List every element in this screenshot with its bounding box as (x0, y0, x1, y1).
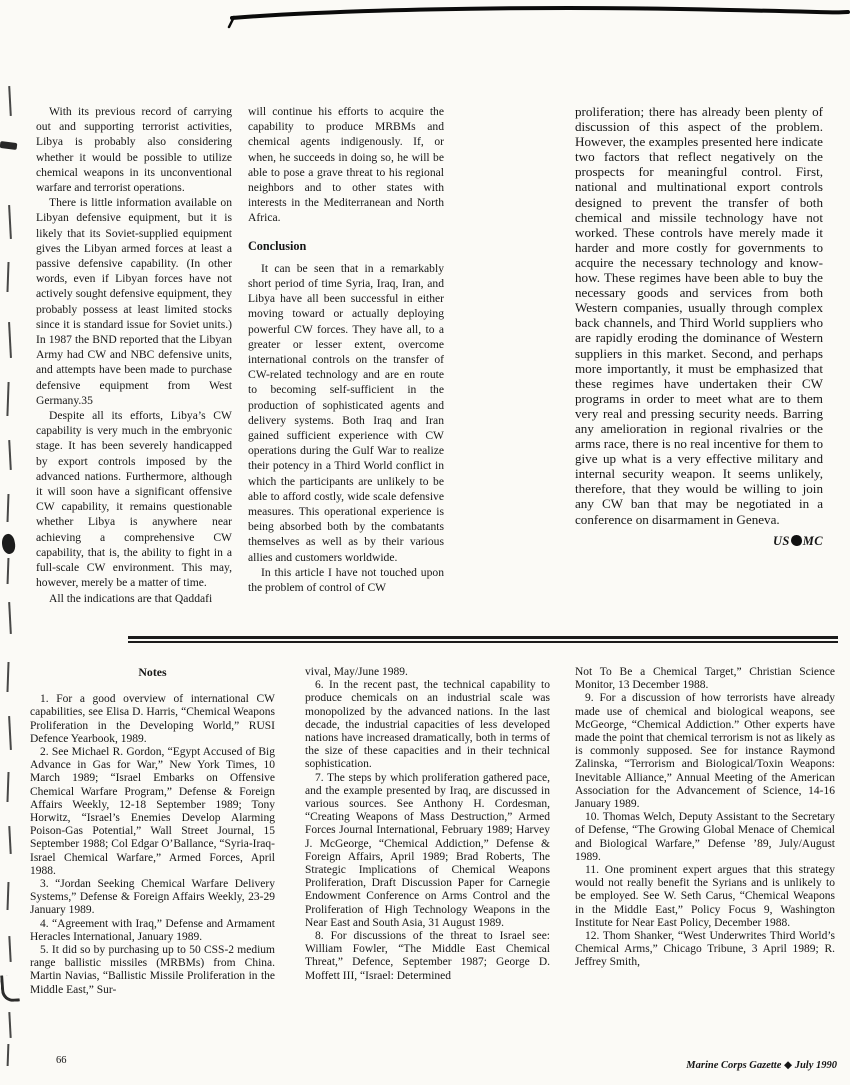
scan-mark (0, 974, 20, 1002)
note-item-continuation: Not To Be a Chemical Target,” Christian Science Monitor, 13 December 1988. (575, 666, 835, 692)
article-paragraph: All the indications are that Qaddafi (49, 591, 213, 605)
article-paragraph: There is little information available on Libyan defensive equipment, but it is likely that its Soviet-supplied equipment gives the Libyan armed forces at least a passive defensive capability. (In other words, even if Libyan forces have not actively sought defensive equipment, they probably possess at least limited stocks since it is standard issue for Soviet units.) In 1987 the BND reported that the Libyan Army had CW and NBC defensive units, and attempts have been made to purchase defensive equipment from West Germany.35 (36, 196, 232, 407)
note-item: 9. For a discussion of how terrorists have already made use of chemical and biological weapons, see McGeorge, “Chemical Addiction.” Other experts have made the point that chemical terrorism is not as likely as is commonly supposed. See for instance Raymond Zalinska, “Terrorism and Biological/Toxin Weapons: Inevitable Alliance,” Annual Meeting of the American Association for the Advancement of Science, 14-16 January 1989. (575, 692, 835, 811)
notes-heading: Notes (138, 665, 167, 679)
usmc-emblem-icon (791, 535, 802, 546)
note-item-continuation: vival, May/June 1989. (305, 666, 408, 678)
article-paragraph: will continue his efforts to acquire the capability to produce MRBMs and chemical agents indigenously. If, or when, he succeeds in doing so, he will be able to pose a grave threat to his regional neighbors and to other states with interests in the Mediterranean and North Africa. (248, 105, 444, 225)
end-mark-mc: MC (802, 533, 823, 548)
note-item: 2. See Michael R. Gordon, “Egypt Accused of Big Advance in Gas for War,” New York Times, 10 March 1989; “Israel Embarks on Offensive Chemical Warfare Program,” Defense & Foreign Affairs Weekly, 12-18 September 1989; Tony Horwitz, “Israel’s Enemies Develop Alarming Poison-Gas Potential,” Wall Street Journal, 15 September 1988; Col Edgar O’Ballance, “Syria-Iraq-Israel Chemical Warfare,” Armed Forces, April 1988. (30, 746, 275, 877)
note-item: 12. Thom Shanker, “West Underwrites Third World’s Chemical Arms,” Chicago Tribune, 3 April 1989; R. Jeffrey Smith, (575, 930, 835, 969)
note-item: 6. In the recent past, the technical capability to produce chemicals on an industrial scale was monopolized by the advanced nations. In the last decade, the industrial capacities of less developed nations have increased dramatically, both in terms of the size of these capacities and in their technical sophistication. (305, 679, 550, 771)
page-number: 66 (56, 1055, 67, 1066)
note-item: 5. It did so by purchasing up to 50 CSS-2 medium range ballistic missiles (MRBMs) from China. Martin Navias, “Ballistic Missile Proliferation in the Middle East,” Sur- (30, 944, 275, 996)
scan-mark (0, 141, 17, 150)
notes-section (30, 666, 835, 997)
note-item: 4. “Agreement with Iraq,” Defense and Armament Heracles International, January 1989. (30, 917, 275, 943)
note-item: 10. Thomas Welch, Deputy Assistant to the Secretary of Defense, “The Growing Global Menace of Chemical and Biological Warfare,” Defense ’89, July/August 1989. (575, 811, 835, 863)
article-paragraph: With its previous record of carrying out and supporting terrorist activities, Libya is probably also considering whether it would be possible to utilize chemical weapons in its unconventional warfare and terrorist operations. (36, 105, 232, 195)
note-item: 11. One prominent expert argues that this strategy would not really benefit the Syrians and is unlikely to be employed. See W. Seth Carus, “Chemical Weapons in the Middle East,” Policy Focus 9, Washington Institute for Near East Policy, December 1988. (575, 864, 835, 929)
conclusion-heading: Conclusion (248, 238, 307, 253)
article-column-3 (575, 104, 823, 606)
note-item: 8. For discussions of the threat to Israel see: William Fowler, “The Middle East Chemical Threat,” Defence, September 1987; George D. Moffett III, “Israel: Determined (305, 930, 550, 982)
article-paragraph: It can be seen that in a remarkably short period of time Syria, Iraq, Iran, and Libya have all been successful in either moving toward or actually deploying powerful CW forces. They have all, to a greater or lesser extent, overcome international controls on the transfer of CW-related technology and are en route to becoming self-sufficient in the production of sophisticated agents and delivery systems. Both Iraq and Iran gained sufficient experience with CW operations during the Gulf War to realize their potency in a Third World conflict in which the participants are unlikely to be able to afford costly, wide scale defensive measures. This operational experience is being absorbed both by the combatants themselves as well as by their various allies and customers worldwide. (248, 261, 444, 564)
note-item: 7. The steps by which proliferation gathered pace, and the example presented by Iraq, are discussed in various sources. See Anthony H. Cordesman, “Creating Weapons of Mass Destruction,” Armed Forces Journal International, February 1989; Harvey J. McGeorge, “Chemical Addiction,” Defense & Foreign Affairs, April 1989; Brad Roberts, The Strategic Implications of Chemical Weapons Proliferation, Draft Discussion Paper for Carnegie Endowment Conference on Arms Control and the Proliferation of High Technology Weapons in the Near East and South Asia, 31 August 1989. (305, 771, 550, 929)
scan-artifact-top-edge (0, 0, 850, 32)
notes-column-2 (305, 666, 550, 997)
note-item: 1. For a good overview of international CW capabilities, see Elisa D. Harris, “Chemical Weapons Proliferation in the Developing World,” RUSI Defence Yearbook, 1989. (30, 693, 275, 745)
article-paragraph: In this article I have not touched upon the problem of control of CW (248, 565, 444, 595)
article-body (36, 104, 823, 606)
end-mark-us: US (772, 533, 790, 548)
notes-column-1 (30, 666, 275, 997)
end-of-article-mark (575, 534, 823, 549)
article-paragraph: proliferation; there has already been plenty of discussion of this aspect of the problem. However, the examples presented here indicate two factors that reflect negatively on the prospects for meaningful control. First, national and multinational export controls designed to prevent the transfer of both chemical and missile technology have not worked. These controls have merely made it harder and more costly for governments to acquire the necessary technology and know-how. These regimes have been able to buy the necessary goods and services from both Western companies, usually through complex back channels, and Third World suppliers who are rapidly eroding the dominance of Western suppliers in this market. Second, and perhaps more importantly, it must be emphasized that these regimes have undertaken their CW programs in order to meet what are to them very real and pressing security needs. Barring any amelioration in regional rivalries or the arms race, there is no real incentive for them to give up what is a very effective military and internal security weapon. It seems unlikely, therefore, that they would be willing to join any CW ban that may be negotiated in a conference on disarmament in Geneva. (575, 104, 823, 527)
article-column-2 (248, 104, 444, 606)
scan-mark (0, 533, 17, 555)
article-column-1 (36, 104, 232, 606)
note-item: 3. “Jordan Seeking Chemical Warfare Delivery Systems,” Defense & Foreign Affairs Weekly, 23-29 January 1989. (30, 878, 275, 917)
section-divider-rule (128, 636, 838, 643)
footer-journal-line: Marine Corps Gazette ◆ July 1990 (686, 1060, 837, 1071)
article-paragraph: Despite all its efforts, Libya’s CW capability is very much in the embryonic stage. It has been severely handicapped by export controls imposed by the advanced nations. Furthermore, although it will soon have a significant offensive CW capability, it remains questionable whether Libya is anywhere near achieving a comprehensive CW capability, that is, the ability to fight in a full-scale CW environment. This may, however, merely be a matter of time. (36, 409, 232, 590)
notes-column-3 (575, 666, 835, 997)
